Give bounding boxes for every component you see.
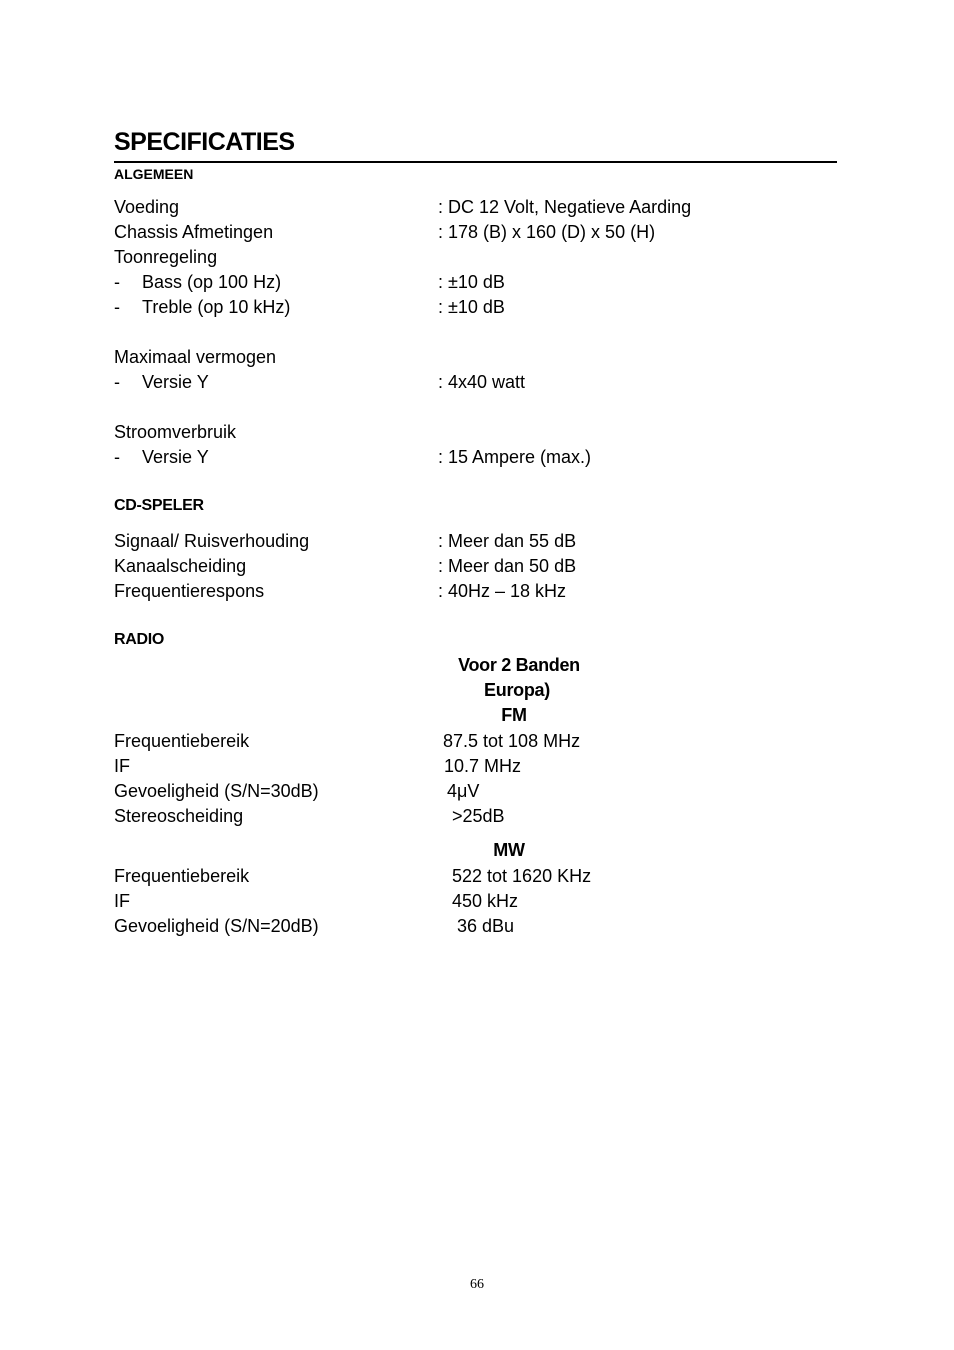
spec-value: : Meer dan 50 dB bbox=[438, 556, 577, 576]
spec-label: Signaal/ Ruisverhouding bbox=[114, 531, 310, 551]
spec-label: Frequentiebereik bbox=[114, 866, 250, 886]
list-dash: - bbox=[114, 447, 120, 467]
spec-value: : 15 Ampere (max.) bbox=[438, 447, 592, 467]
spec-label: Frequentiebereik bbox=[114, 731, 250, 751]
spec-label: Chassis Afmetingen bbox=[114, 222, 274, 242]
band-heading-line1: Voor 2 Banden bbox=[458, 655, 580, 675]
spec-label: Frequentierespons bbox=[114, 581, 265, 601]
spec-value: : Meer dan 55 dB bbox=[438, 531, 577, 551]
spec-label: Treble (op 10 kHz) bbox=[142, 297, 291, 317]
spec-label: IF bbox=[114, 891, 130, 911]
list-dash: - bbox=[114, 297, 120, 317]
spec-label: Voeding bbox=[114, 197, 180, 217]
section-heading-cd-speler: CD-SPELER bbox=[114, 497, 204, 514]
fm-heading: FM bbox=[501, 705, 527, 725]
spec-value: 10.7 MHz bbox=[444, 756, 522, 776]
page-number: 66 bbox=[470, 1277, 484, 1292]
list-dash: - bbox=[114, 272, 120, 292]
section-heading-radio: RADIO bbox=[114, 631, 165, 648]
spec-value: : ±10 dB bbox=[438, 297, 505, 317]
spec-label: Stereoscheiding bbox=[114, 806, 244, 826]
spec-label: Gevoeligheid (S/N=30dB) bbox=[114, 781, 319, 801]
spec-value: : 4x40 watt bbox=[438, 372, 526, 392]
spec-value: 4μV bbox=[447, 781, 480, 801]
spec-label: Versie Y bbox=[142, 447, 209, 467]
spec-value: 87.5 tot 108 MHz bbox=[443, 731, 581, 751]
page-title: SPECIFICATIES bbox=[114, 128, 295, 156]
spec-value: : DC 12 Volt, Negatieve Aarding bbox=[438, 197, 692, 217]
spec-value: 450 kHz bbox=[452, 891, 519, 911]
spec-label: Toonregeling bbox=[114, 247, 218, 267]
spec-value: : 40Hz – 18 kHz bbox=[438, 581, 567, 601]
spec-label: Stroomverbruik bbox=[114, 422, 237, 442]
spec-value: 522 tot 1620 KHz bbox=[452, 866, 592, 886]
section-heading-algemeen: ALGEMEEN bbox=[114, 166, 194, 182]
spec-label: Maximaal vermogen bbox=[114, 347, 277, 367]
spec-value: >25dB bbox=[452, 806, 505, 826]
spec-label: Bass (op 100 Hz) bbox=[142, 272, 282, 292]
mw-heading: MW bbox=[493, 840, 525, 860]
title-divider bbox=[114, 161, 837, 163]
list-dash: - bbox=[114, 372, 120, 392]
spec-label: Kanaalscheiding bbox=[114, 556, 247, 576]
band-heading-line2: Europa) bbox=[484, 680, 550, 700]
spec-value: : ±10 dB bbox=[438, 272, 505, 292]
spec-value: : 178 (B) x 160 (D) x 50 (H) bbox=[438, 222, 656, 242]
spec-value: 36 dBu bbox=[457, 916, 515, 936]
spec-label: Gevoeligheid (S/N=20dB) bbox=[114, 916, 319, 936]
spec-label: Versie Y bbox=[142, 372, 209, 392]
spec-label: IF bbox=[114, 756, 130, 776]
